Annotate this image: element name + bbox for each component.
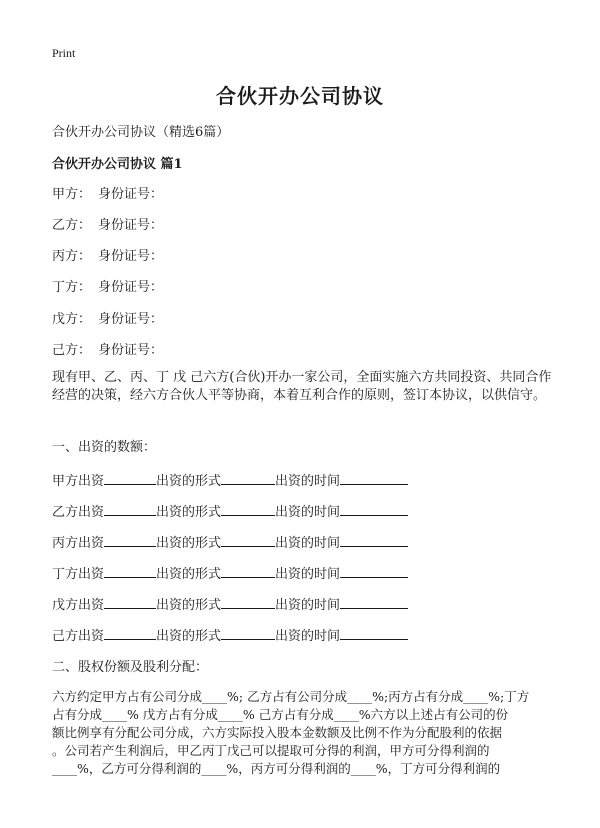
equity-line: ____%，乙方可分得利润的____%，丙方可分得利润的____%，丁方可分得利润的 xyxy=(52,761,501,776)
capital-time-label: 出资的时间 xyxy=(275,536,341,551)
capital-row-label: 丁方出资 xyxy=(52,567,105,582)
party-name: 乙方： xyxy=(52,218,92,233)
party-line xyxy=(52,183,163,202)
party-line xyxy=(52,214,163,233)
party-line xyxy=(52,276,163,295)
capital-time-label: 出资的时间 xyxy=(275,567,341,582)
time-blank xyxy=(340,626,408,640)
equity-heading: 二、股权份额及股利分配： xyxy=(52,660,209,675)
capital-row xyxy=(52,563,408,582)
equity-line: 额比例享有分配公司分成，六方实际投入股本金数额及比例不作为分配股利的依据 xyxy=(52,725,503,740)
party-name: 己方： xyxy=(52,343,92,358)
capital-form-label: 出资的形式 xyxy=(156,598,222,613)
capital-row xyxy=(52,470,408,489)
intro-paragraph: 现有甲、乙、丙、丁 戊 己六方(合伙)开办一家公司，全面实施六方共同投资、共同合作经营的决策，经六方合伙人平等协商，本着互利合作的原则，签订本协议，以供信守。 xyxy=(52,370,552,403)
form-blank xyxy=(221,626,275,640)
time-blank xyxy=(340,595,408,609)
capital-time-label: 出资的时间 xyxy=(275,598,341,613)
form-blank xyxy=(221,564,275,578)
party-id-label: 身份证号： xyxy=(98,218,164,233)
capital-time-label: 出资的时间 xyxy=(275,629,341,644)
party-id-label: 身份证号： xyxy=(98,280,164,295)
form-blank xyxy=(221,595,275,609)
amount-blank xyxy=(104,502,156,516)
capital-row xyxy=(52,532,408,551)
capital-heading: 一、出资的数额： xyxy=(52,440,157,455)
party-name: 甲方： xyxy=(52,187,92,202)
capital-row-label: 乙方出资 xyxy=(52,505,105,520)
party-name: 戊方： xyxy=(52,312,92,327)
equity-line: 六方约定甲方占有公司分成____%; 乙方占有公司分成____%;丙方占有分成____%;丁方 xyxy=(52,689,530,704)
capital-time-label: 出资的时间 xyxy=(275,505,341,520)
capital-row xyxy=(52,625,408,644)
time-blank xyxy=(340,564,408,578)
party-name: 丙方： xyxy=(52,249,92,264)
capital-time-label: 出资的时间 xyxy=(275,474,341,489)
form-blank xyxy=(221,471,275,485)
capital-row xyxy=(52,501,408,520)
capital-row-label: 己方出资 xyxy=(52,629,105,644)
print-label[interactable]: Print xyxy=(52,46,76,60)
capital-form-label: 出资的形式 xyxy=(156,629,222,644)
capital-form-label: 出资的形式 xyxy=(156,474,222,489)
capital-row-label: 丙方出资 xyxy=(52,536,105,551)
equity-line: 。公司若产生利润后，甲乙丙丁戊己可以提取可分得的利润，甲方可分得利润的 xyxy=(52,743,490,758)
amount-blank xyxy=(104,595,156,609)
amount-blank xyxy=(104,564,156,578)
form-blank xyxy=(221,533,275,547)
party-id-label: 身份证号： xyxy=(98,343,164,358)
amount-blank xyxy=(104,533,156,547)
party-line xyxy=(52,245,163,264)
amount-blank xyxy=(104,626,156,640)
party-id-label: 身份证号： xyxy=(98,187,164,202)
party-line xyxy=(52,339,163,358)
party-id-label: 身份证号： xyxy=(98,312,164,327)
equity-line: 占有分成____% 戊方占有分成____% 己方占有分成____%六方以上述占有公司的份 xyxy=(52,707,509,722)
capital-form-label: 出资的形式 xyxy=(156,567,222,582)
section-heading: 合伙开办公司协议 篇1 xyxy=(52,157,183,172)
document-subtitle: 合伙开办公司协议（精选6篇） xyxy=(52,125,230,140)
party-id-label: 身份证号： xyxy=(98,249,164,264)
capital-row-label: 戊方出资 xyxy=(52,598,105,613)
capital-form-label: 出资的形式 xyxy=(156,536,222,551)
party-name: 丁方： xyxy=(52,280,92,295)
amount-blank xyxy=(104,471,156,485)
document-title: 合伙开办公司协议 xyxy=(216,84,384,108)
time-blank xyxy=(340,533,408,547)
capital-row xyxy=(52,594,408,613)
capital-row-label: 甲方出资 xyxy=(52,474,105,489)
time-blank xyxy=(340,471,408,485)
capital-form-label: 出资的形式 xyxy=(156,505,222,520)
time-blank xyxy=(340,502,408,516)
form-blank xyxy=(221,502,275,516)
party-line xyxy=(52,308,163,327)
